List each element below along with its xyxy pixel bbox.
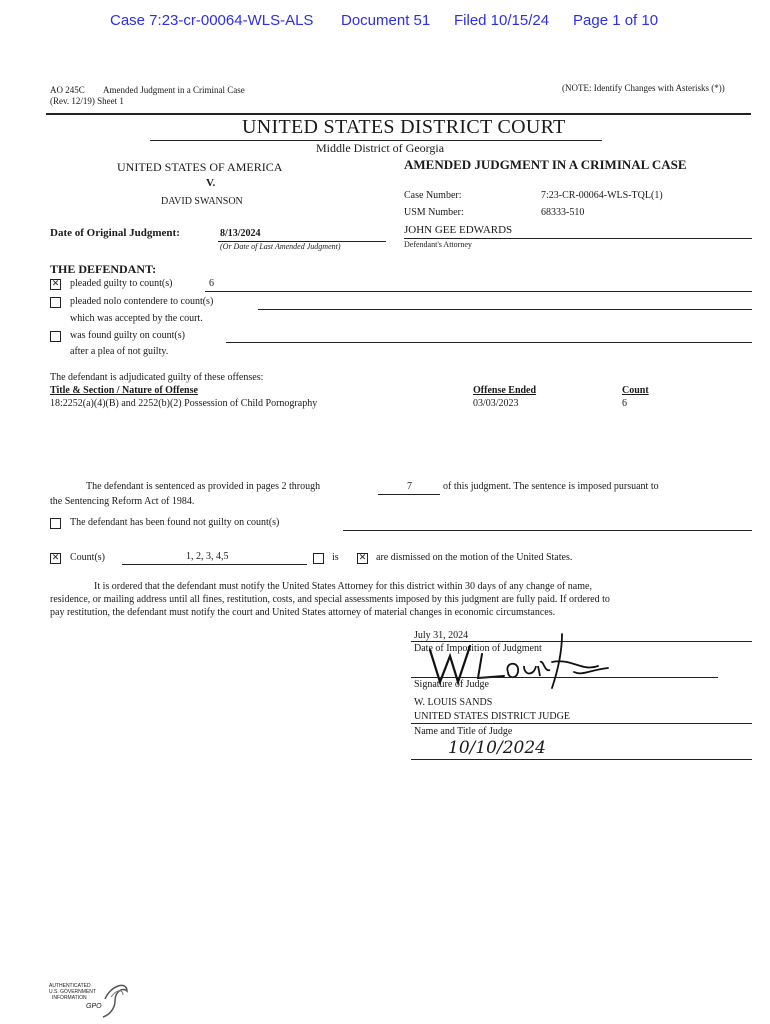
sentence-pages: 7	[407, 481, 412, 492]
gpo-seal-line-1: AUTHENTICATED	[49, 983, 91, 989]
original-judgment-sublabel: (Or Date of Last Amended Judgment)	[220, 242, 341, 251]
original-judgment-label: Date of Original Judgment:	[50, 227, 180, 239]
signature-label: Signature of Judge	[414, 679, 489, 690]
offense-ended-header: Offense Ended	[473, 385, 537, 396]
counts-label: Count(s)	[70, 552, 105, 563]
page-number-header: Page 1 of 10	[573, 12, 659, 29]
signed-date-rule	[411, 759, 752, 760]
judge-name: W. LOUIS SANDS	[414, 697, 493, 708]
gpo-seal-line-3: INFORMATION	[52, 995, 87, 1001]
court-name: UNITED STATES DISTRICT COURT	[242, 116, 566, 138]
case-number-value: 7:23-CR-00064-WLS-TQL(1)	[541, 190, 663, 201]
not-guilty-label: The defendant has been found not guilty on count(s)	[70, 517, 280, 528]
found-guilty-rule	[226, 342, 752, 343]
pleaded-guilty-counts: 6	[209, 278, 214, 289]
original-judgment-date: 8/13/2024	[220, 228, 261, 239]
judge-title-rule	[411, 723, 752, 724]
signed-date: 10/10/2024	[448, 738, 546, 758]
form-revision: (Rev. 12/19) Sheet 1	[50, 96, 124, 106]
gpo-seal-line-4: GPO	[86, 1003, 102, 1010]
document-number-header: Document 51	[341, 12, 431, 29]
is-checkbox[interactable]	[313, 553, 324, 564]
judge-title: UNITED STATES DISTRICT JUDGE	[414, 711, 570, 722]
versus: V.	[206, 177, 216, 189]
signature-rule	[411, 677, 718, 678]
not-guilty-checkbox[interactable]	[50, 518, 61, 529]
pleaded-guilty-checkbox[interactable]: ✕	[51, 279, 60, 289]
not-guilty-rule	[343, 530, 752, 531]
nolo-rule	[258, 309, 752, 310]
order-line-2: residence, or mailing address until all fines, restitution, costs, and special assessments imposed by this judgment are fully paid. If ordered to	[50, 594, 610, 605]
pleaded-guilty-rule	[205, 291, 752, 292]
offense-ended-date: 03/03/2023	[473, 398, 519, 409]
is-label: is	[332, 552, 339, 563]
imposition-date-label: Date of Imposition of Judgment	[414, 643, 542, 654]
counts-dismissed-checkbox[interactable]: ✕	[51, 553, 60, 563]
found-guilty-label: was found guilty on count(s)	[70, 330, 185, 341]
imposition-date: July 31, 2024	[414, 630, 469, 641]
name-title-label: Name and Title of Judge	[414, 726, 513, 737]
case-number-header: Case 7:23-cr-00064-WLS-ALS	[110, 12, 314, 29]
are-dismissed-label: are dismissed on the motion of the United States.	[376, 552, 573, 563]
order-line-1: It is ordered that the defendant must notify the United States Attorney for this district within 30 days of any change of name,	[94, 581, 592, 592]
judgment-title: AMENDED JUDGMENT IN A CRIMINAL CASE	[404, 157, 687, 172]
sentence-text-part2: of this judgment. The sentence is imposed pursuant to	[443, 481, 659, 492]
counts-dismissed-value: 1, 2, 3, 4,5	[186, 551, 229, 562]
nolo-checkbox[interactable]	[50, 297, 61, 308]
offense-count: 6	[622, 398, 627, 409]
found-guilty-checkbox[interactable]	[50, 331, 61, 342]
offense-description: 18:2252(a)(4)(B) and 2252(b)(2) Possession of Child Pornography	[50, 398, 318, 409]
offense-count-header: Count	[622, 385, 649, 396]
offenses-intro: The defendant is adjudicated guilty of these offenses:	[50, 372, 264, 383]
gpo-authentication-seal	[46, 979, 136, 1019]
gpo-eagle-icon	[101, 979, 131, 1019]
sentence-text-part1: The defendant is sentenced as provided in pages 2 through	[86, 481, 321, 492]
sentence-text-part3: the Sentencing Reform Act of 1984.	[50, 496, 195, 507]
district-name: Middle District of Georgia	[316, 141, 445, 155]
after-plea-label: after a plea of not guilty.	[70, 346, 169, 357]
form-note: (NOTE: Identify Changes with Asterisks (*))	[562, 83, 725, 93]
case-number-label: Case Number:	[404, 190, 462, 201]
header-rule	[46, 113, 751, 115]
sentence-pages-rule	[378, 494, 440, 495]
counts-rule	[122, 564, 307, 565]
order-line-3: pay restitution, the defendant must notify the court and United States attorney of material changes in economic circumstances.	[50, 607, 556, 618]
usm-number-label: USM Number:	[404, 207, 464, 218]
filed-date-header: Filed 10/15/24	[454, 12, 550, 29]
attorney-label: Defendant's Attorney	[404, 240, 472, 249]
are-checkbox[interactable]: ✕	[358, 553, 367, 563]
form-id: AO 245C	[50, 85, 85, 95]
nolo-label: pleaded nolo contendere to count(s)	[70, 296, 214, 307]
form-title: Amended Judgment in a Criminal Case	[103, 85, 245, 95]
offense-title-header: Title & Section / Nature of Offense	[50, 385, 198, 396]
plaintiff-name: UNITED STATES OF AMERICA	[117, 160, 283, 174]
defendant-name: DAVID SWANSON	[161, 196, 243, 207]
gpo-seal-line-2: U.S. GOVERNMENT	[49, 989, 96, 995]
nolo-accepted: which was accepted by the court.	[70, 313, 203, 324]
pleaded-guilty-label: pleaded guilty to count(s)	[70, 278, 173, 289]
attorney-name: JOHN GEE EDWARDS	[404, 224, 513, 236]
usm-number-value: 68333-510	[541, 207, 585, 218]
attorney-rule	[404, 238, 752, 239]
defendant-heading: THE DEFENDANT:	[50, 262, 157, 276]
